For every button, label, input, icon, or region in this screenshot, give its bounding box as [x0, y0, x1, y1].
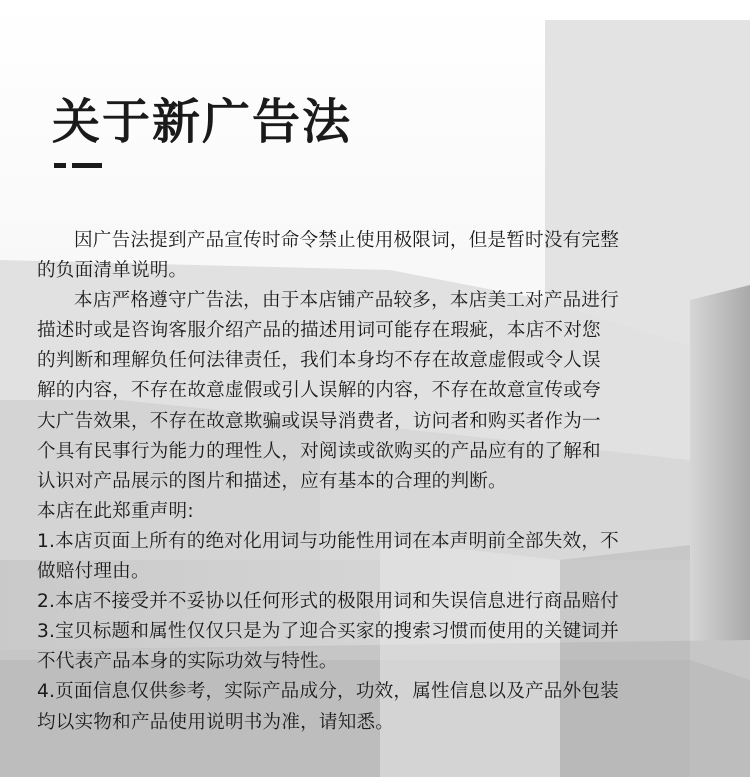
- text-line: 3.宝贝标题和属性仅仅只是为了迎合买家的搜索习惯而使用的关键词并: [37, 621, 619, 643]
- text-line: 描述时或是咨询客服介绍产品的描述用词可能存在瑕疵，本店不对您: [37, 320, 601, 342]
- statement-item-3: [37, 617, 727, 677]
- paragraph-intro: [37, 226, 727, 286]
- text-line: 的负面清单说明。: [37, 260, 188, 282]
- text-line: 本店严格遵守广告法，由于本店铺产品较多，本店美工对产品进行: [74, 290, 620, 312]
- text-line: 均以实物和产品使用说明书为准，请知悉。: [37, 711, 395, 733]
- text-line: 解的内容，不存在故意虚假或引人误解的内容，不存在故意宣传或夸: [37, 380, 601, 402]
- paragraph-statement-heading: [37, 497, 727, 527]
- text-line: 认识对产品展示的图片和描述，应有基本的合理的判断。: [37, 470, 507, 492]
- text-line: 做赔付理由。: [37, 561, 150, 583]
- statement-item-2: [37, 587, 727, 617]
- paragraph-disclaimer: [37, 286, 727, 497]
- statement-item-4: [37, 677, 727, 737]
- text-line: 本店在此郑重声明:: [37, 500, 194, 522]
- text-line: 的判断和理解负任何法律责任，我们本身均不存在故意虚假或令人误: [37, 350, 601, 372]
- notice-body: [37, 226, 727, 738]
- page-title: 关于新广告法: [52, 94, 353, 150]
- title-underline-decoration: [54, 163, 102, 169]
- text-line: 大广告效果，不存在故意欺骗或误导消费者，访问者和购买者作为一: [37, 410, 601, 432]
- text-line: 个具有民事行为能力的理性人，对阅读或欲购买的产品应有的了解和: [37, 440, 601, 462]
- text-line: 因广告法提到产品宣传时命令禁止使用极限词，但是暂时没有完整: [74, 230, 620, 251]
- text-line: 2.本店不接受并不妥协以任何形式的极限用词和失误信息进行商品赔付: [37, 591, 619, 613]
- text-line: 4.页面信息仅供参考，实际产品成分，功效，属性信息以及产品外包装: [37, 681, 619, 703]
- statement-item-1: [37, 527, 727, 587]
- text-line: 不代表产品本身的实际功效与特性。: [37, 651, 338, 673]
- text-line: 1.本店页面上所有的绝对化用词与功能性用词在本声明前全部失效，不: [37, 530, 619, 552]
